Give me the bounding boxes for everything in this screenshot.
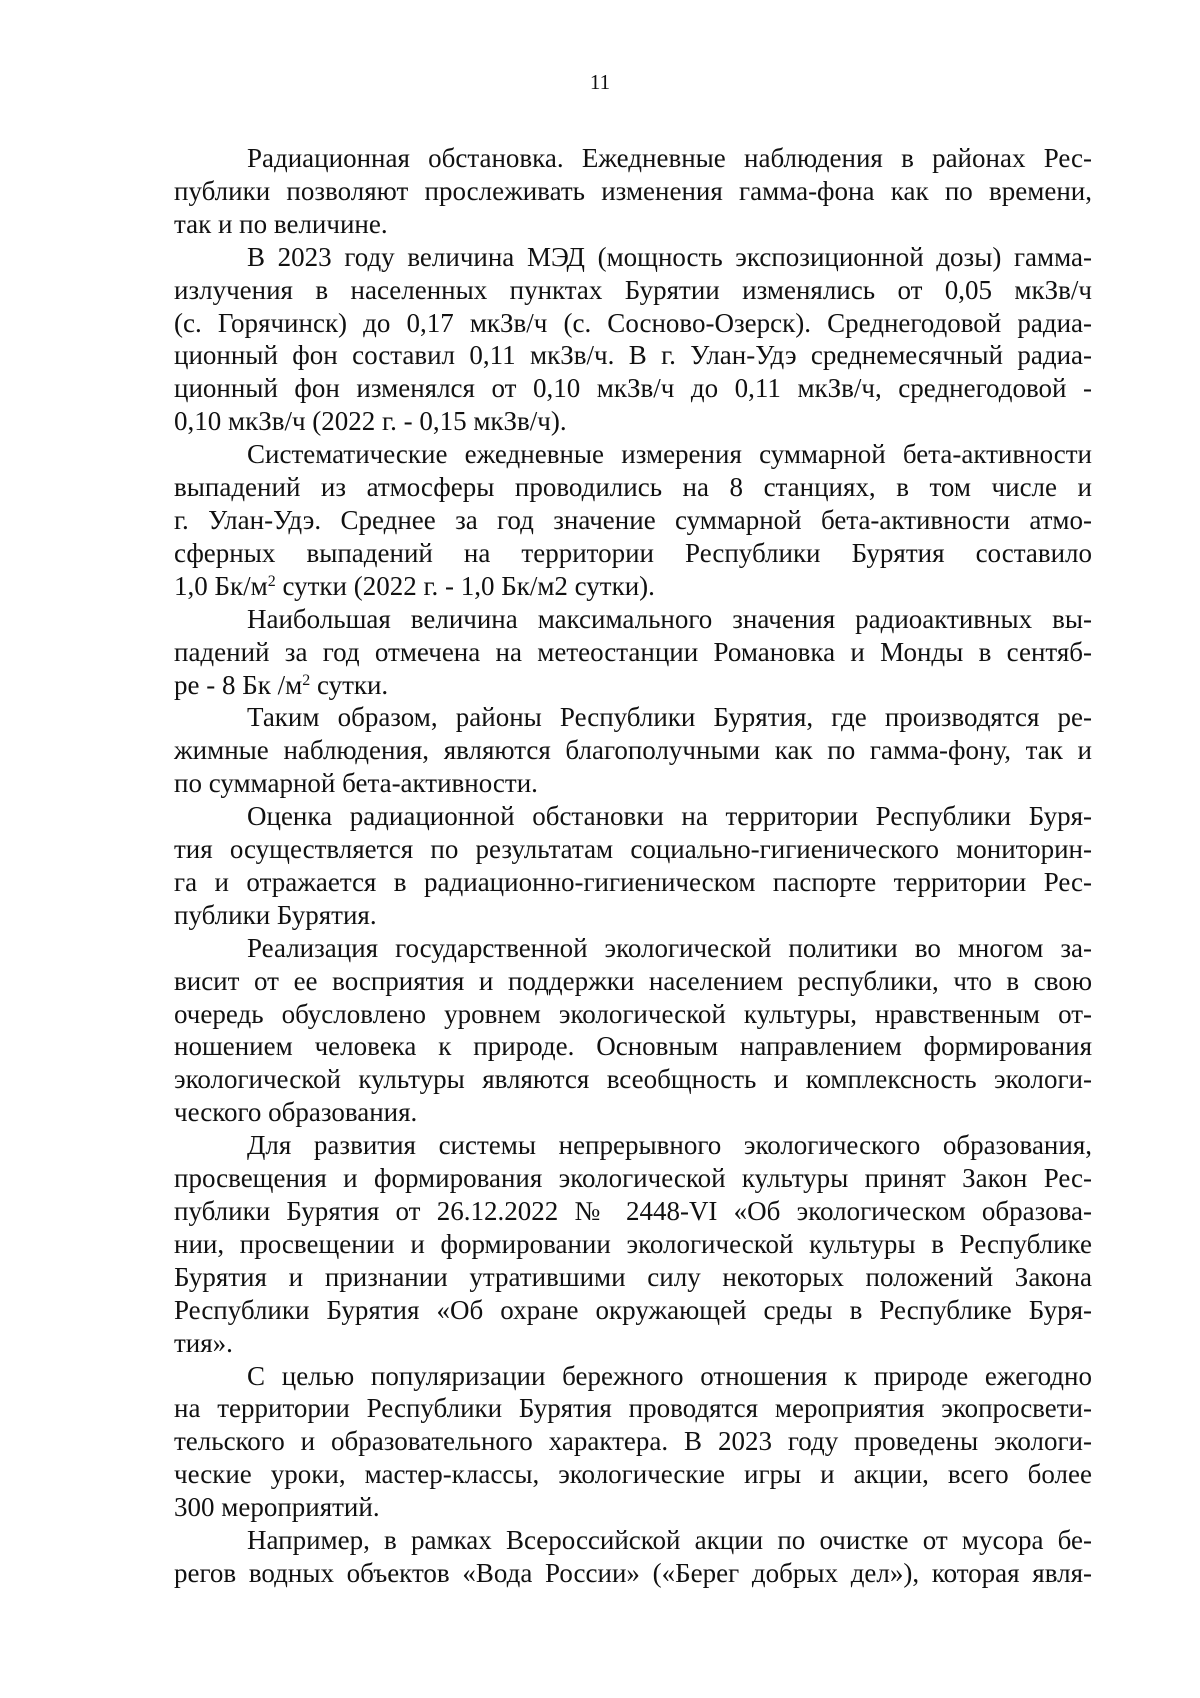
text-line: ческого образования.	[174, 1097, 418, 1128]
text-line: Республики Бурятия «Об охране окружающей среды в Республике Буря-	[174, 1294, 1092, 1325]
text-line: падений за год отмечена на метеостанции Романовка и Монды в сентяб-	[174, 636, 1092, 667]
text-line: ре - 8 Бк $/м^2$ сутки.	[174, 669, 389, 700]
document-body	[174, 142, 1092, 1590]
text-line: 0,10 мкЗв/ч (2022 г. - 0,15 мкЗв/ч).	[174, 406, 567, 437]
text-line: Систематические ежедневные измерения суммарной бета-активности	[247, 439, 1092, 470]
text-line: Для развития системы непрерывного экологического образования,	[247, 1130, 1092, 1161]
superscript-two: 2	[267, 572, 276, 590]
text-line: Наибольшая величина максимального значения радиоактивных вы-	[247, 603, 1092, 634]
text-line: га и отражается в радиационно-гигиеническом паспорте территории Рес-	[174, 866, 1092, 897]
text-line: Например, в рамках Всероссийской акции по очистке от мусора бе-	[247, 1525, 1092, 1556]
text-line: тельского и образовательного характера. В 2023 году проведены экологи-	[174, 1426, 1092, 1457]
text-line: тия осуществляется по результатам социально-гигиенического мониторин-	[174, 834, 1092, 865]
paragraph-max-fallout	[174, 603, 1092, 702]
text-line: 1,0 $Бк/м^2$ сутки (2022 г. - 1,0 Бк/м2 сутки).	[174, 570, 655, 601]
text-line: просвещения и формирования экологической культуры принят Закон Рес-	[174, 1163, 1092, 1194]
paragraph-water-action	[174, 1524, 1092, 1590]
text-line: г. Улан-Удэ. Среднее за год значение суммарной бета-активности атмо-	[174, 504, 1092, 535]
paragraph-eco-policy	[174, 932, 1092, 1129]
text-line: так и по величине.	[174, 208, 388, 239]
text-line: ционный фон составил 0,11 мкЗв/ч. В г. Улан-Удэ среднемесячный радиа-	[174, 340, 1092, 371]
text-line: Бурятия и признании утратившими силу некоторых положений Закона	[174, 1261, 1092, 1292]
text-line: Радиационная обстановка. Ежедневные наблюдения в районах Рес-	[247, 143, 1092, 173]
paragraph-assessment	[174, 800, 1092, 932]
text-line: В 2023 году величина МЭД (мощность экспозиционной дозы) гамма-	[247, 241, 1092, 272]
text-line: Оценка радиационной обстановки на территории Республики Буря-	[247, 801, 1092, 832]
text-line: выпадений из атмосферы проводились на 8 станциях, в том числе и	[174, 472, 1092, 503]
text-line: экологической культуры являются всеобщность и комплексность экологи-	[174, 1064, 1092, 1095]
text-line: Таким образом, районы Республики Бурятия, где производятся ре-	[247, 702, 1092, 733]
text-line: очередь обусловлено уровнем экологической культуры, нравственным от-	[174, 998, 1092, 1029]
paragraph-gamma-dose	[174, 241, 1092, 438]
text-line: Реализация государственной экологической политики во многом за-	[247, 932, 1092, 963]
paragraph-eco-events	[174, 1360, 1092, 1525]
text-line: тия».	[174, 1327, 233, 1358]
text-line: публики позволяют прослеживать изменения гамма-фона как по времени,	[174, 175, 1092, 206]
paragraph-radiation-overview	[174, 142, 1092, 241]
text-line: (с. Горячинск) до 0,17 мкЗв/ч (с. Сосново-Озерск). Среднегодовой радиа-	[174, 307, 1092, 338]
text-line: ционный фон изменялся от 0,10 мкЗв/ч до 0,11 мкЗв/ч, среднегодовой -	[174, 373, 1092, 404]
text-line: ношением человека к природе. Основным направлением формирования	[174, 1031, 1092, 1062]
text-line: С целью популяризации бережного отношения к природе ежегодно	[247, 1360, 1092, 1391]
text-line: публики Бурятия.	[174, 899, 377, 930]
text-line: нии, просвещении и формировании экологической культуры в Республике	[174, 1228, 1092, 1259]
text-line: 300 мероприятий.	[174, 1492, 380, 1523]
text-line: висит от ее восприятия и поддержки населением республики, что в свою	[174, 965, 1092, 996]
page-number: 11	[589, 70, 611, 94]
text-line: сферных выпадений на территории Республики Бурятия составило	[174, 537, 1092, 568]
text-line: жимные наблюдения, являются благополучными как по гамма-фону, так и	[174, 735, 1092, 766]
text-line: на территории Республики Бурятия проводятся мероприятия экопросвети-	[174, 1393, 1092, 1424]
text-line: регов водных объектов «Вода России» («Берег добрых дел»), которая явля-	[174, 1557, 1092, 1588]
paragraph-beta-activity	[174, 438, 1092, 603]
superscript-two: 2	[302, 671, 311, 689]
text-line: излучения в населенных пунктах Бурятии изменялись от 0,05 мкЗв/ч	[174, 274, 1092, 305]
text-line: публики Бурятия от 26.12.2022 № 2448-VI «Об экологическом образова-	[174, 1196, 1092, 1226]
paragraph-conclusion	[174, 701, 1092, 800]
text-line: по суммарной бета-активности.	[174, 768, 538, 799]
text-line: ческие уроки, мастер-классы, экологические игры и акции, всего более	[174, 1459, 1092, 1490]
paragraph-eco-law	[174, 1129, 1092, 1359]
